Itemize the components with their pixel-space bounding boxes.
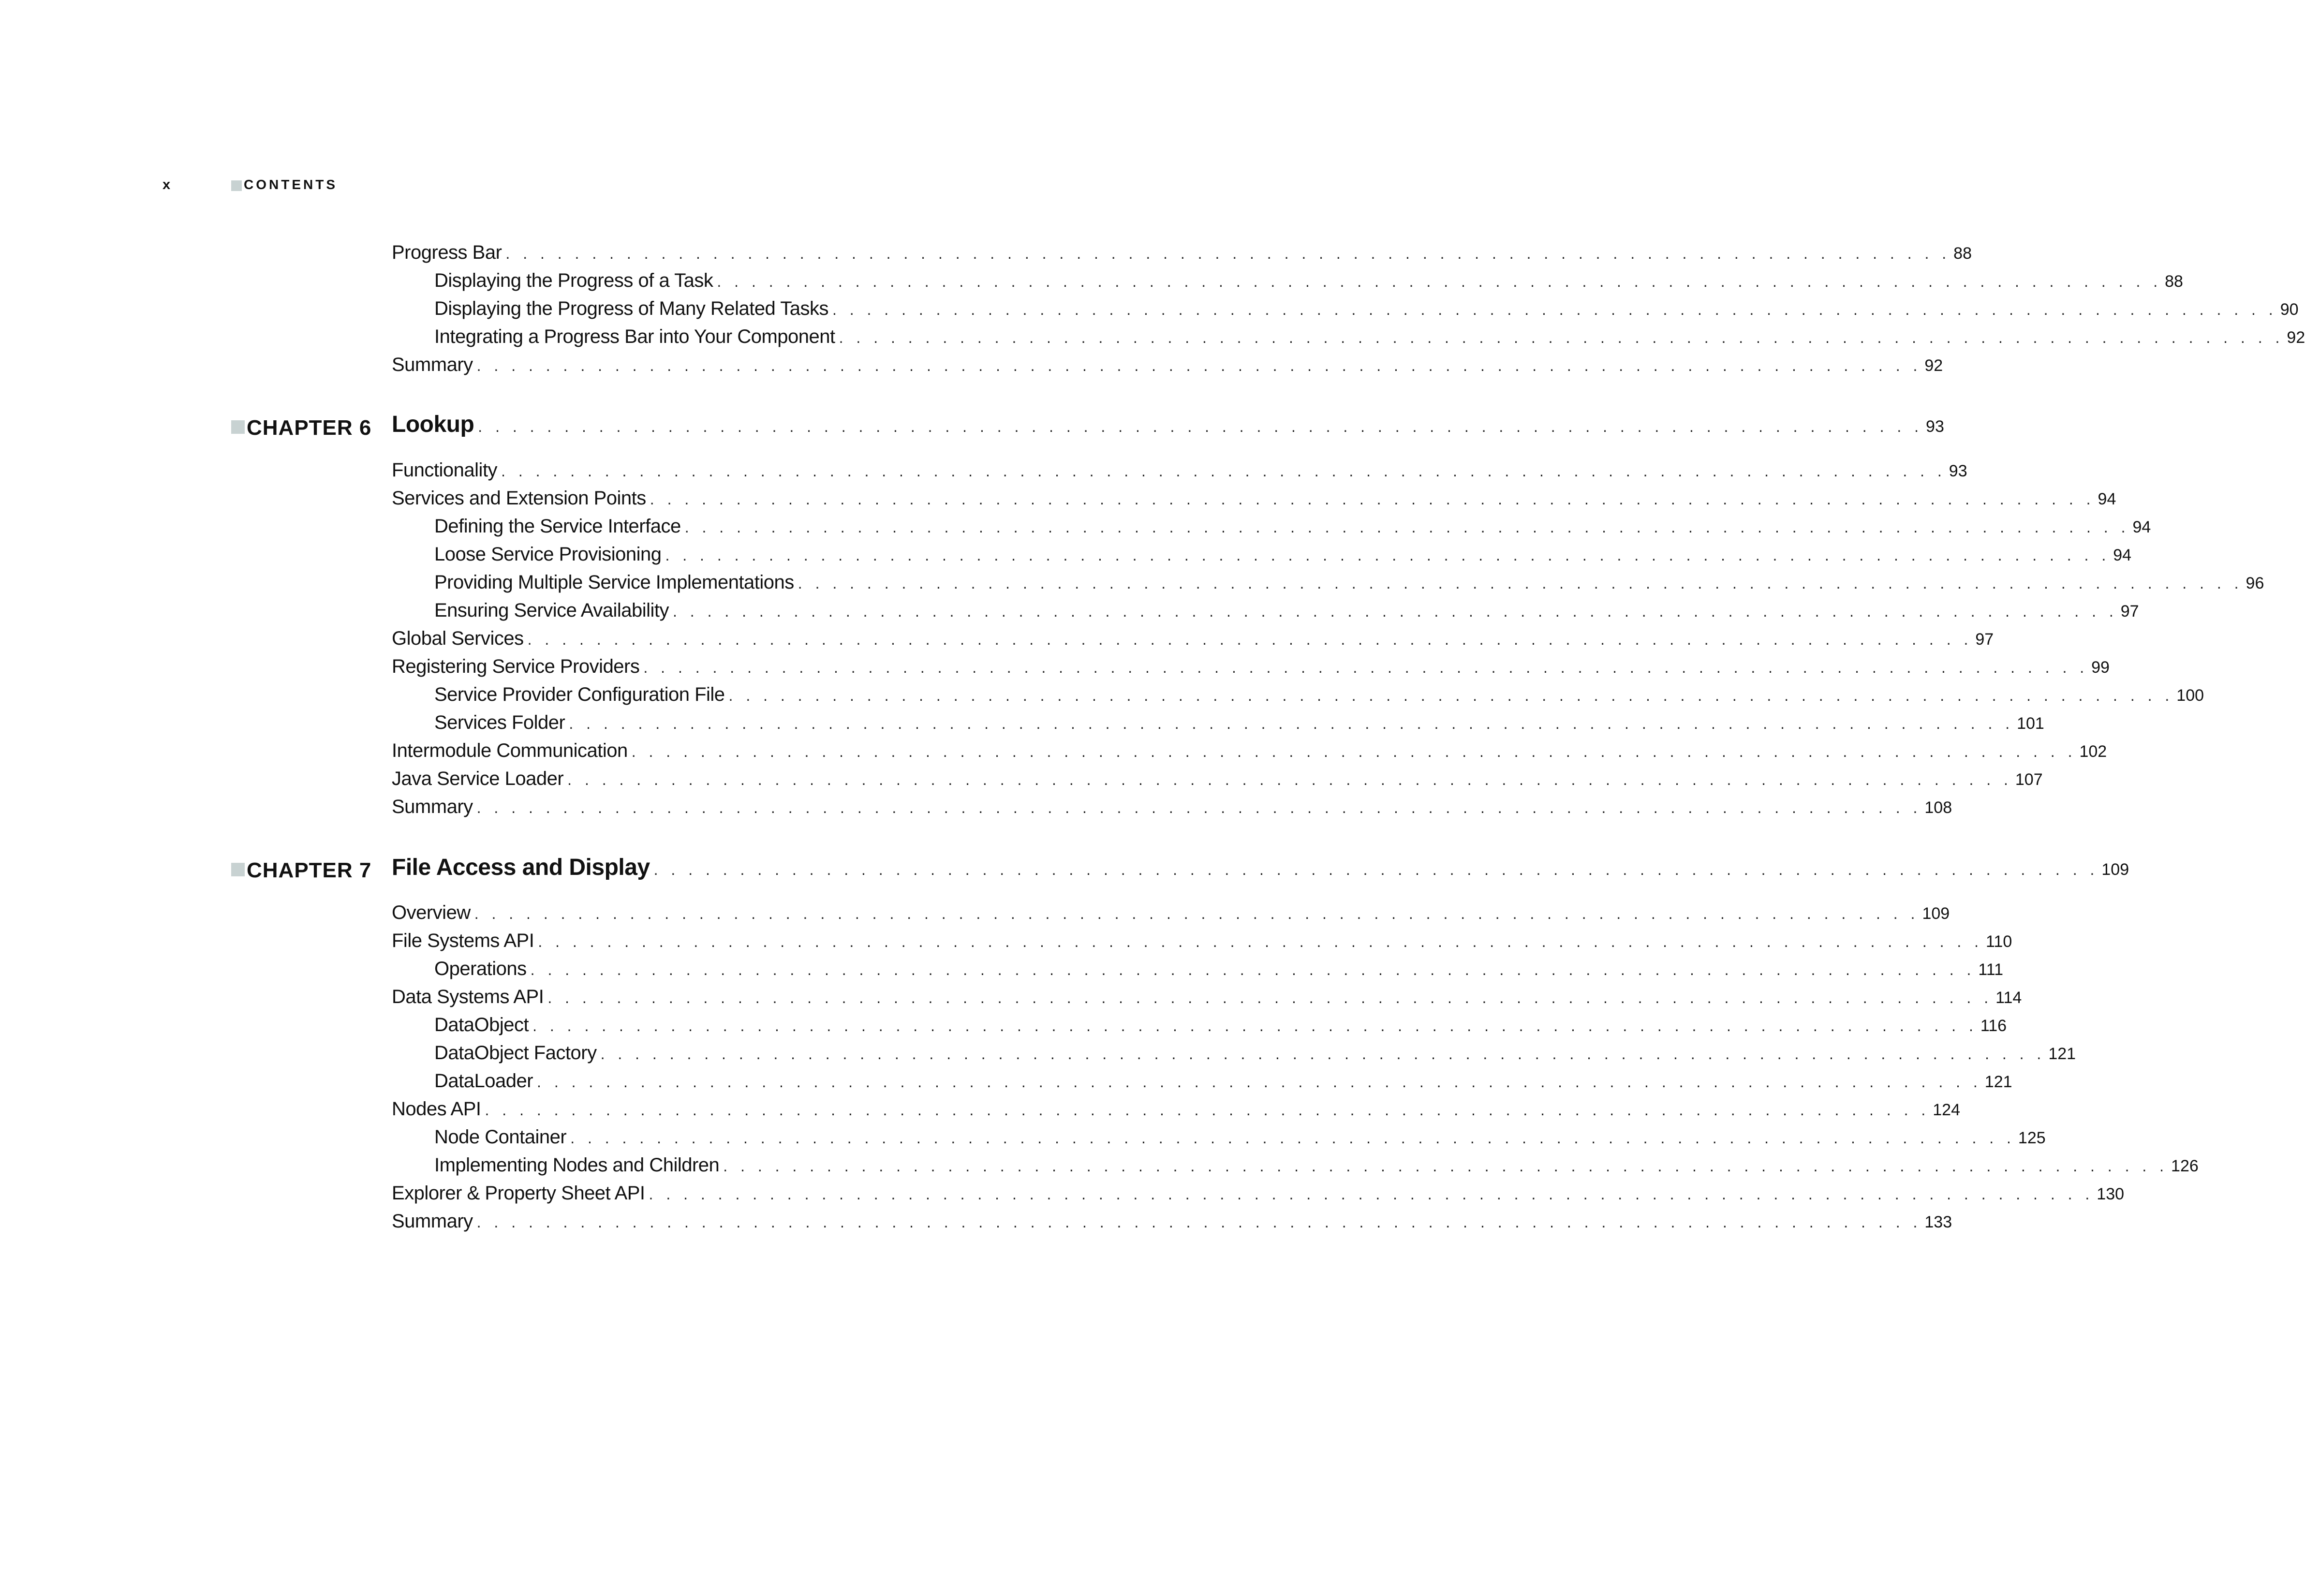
toc-entry-title: Displaying the Progress of Many Related Tasks: [434, 298, 828, 319]
toc-entry-title: Ensuring Service Availability: [434, 600, 669, 621]
dot-leader: . . . . . . . . . . . . . . . . . . . . . . . . . . . . . . . . . . . . . . . . . . . . . . . . . . . . . . . . . . . . . . . . . . . . . . . . . . . . . . . . . . . .: [476, 1213, 1922, 1231]
toc-entry-title: Data Systems API: [392, 986, 544, 1007]
toc-entry-title: Operations: [434, 958, 527, 979]
toc-entry-page: 108: [1924, 798, 1952, 817]
toc-subentry[interactable]: [434, 958, 2004, 980]
dot-leader: . . . . . . . . . . . . . . . . . . . . . . . . . . . . . . . . . . . . . . . . . . . . . . . . . . . . . . . . . . . . . . . . . . . . . . . . . . . . . . . . . . . .: [478, 418, 1923, 435]
toc-entry-title: Java Service Loader: [392, 768, 564, 789]
dot-leader: . . . . . . . . . . . . . . . . . . . . . . . . . . . . . . . . . . . . . . . . . . . . . . . . . . . . . . . . . . . . . . . . . . . . . . . . . . . . . . . . . . . .: [649, 1185, 2094, 1203]
toc-entry-title: DataObject: [434, 1014, 529, 1035]
toc-entry-title: Integrating a Progress Bar into Your Component: [434, 326, 835, 347]
toc-entry-page: 126: [2171, 1157, 2199, 1175]
toc-entry-page: 101: [2017, 714, 2044, 733]
toc-entry-page: 125: [2018, 1129, 2046, 1147]
toc-entry-page: 109: [2101, 860, 2129, 879]
toc-entry-title: Progress Bar: [392, 242, 502, 263]
page-number: x: [163, 177, 171, 192]
running-head: [0, 177, 1233, 196]
toc-entry[interactable]: [392, 459, 1967, 481]
toc-entry-title: File Systems API: [392, 930, 534, 951]
dot-leader: . . . . . . . . . . . . . . . . . . . . . . . . . . . . . . . . . . . . . . . . . . . . . . . . . . . . . . . . . . . . . . . . . . . . . . . . . . . . . . . . . . . .: [567, 771, 2012, 788]
dot-leader: . . . . . . . . . . . . . . . . . . . . . . . . . . . . . . . . . . . . . . . . . . . . . . . . . . . . . . . . . . . . . . . . . . . . . . . . . . . . . . . . . . . .: [537, 1073, 1982, 1091]
toc-entry-page: 94: [2098, 490, 2116, 508]
dot-leader: . . . . . . . . . . . . . . . . . . . . . . . . . . . . . . . . . . . . . . . . . . . . . . . . . . . . . . . . . . . . . . . . . . . . . . . . . . . . . . . . . . . .: [476, 357, 1922, 374]
toc-entry-title: DataObject Factory: [434, 1042, 597, 1064]
chapter-6-title[interactable]: [392, 411, 1944, 438]
dot-leader: . . . . . . . . . . . . . . . . . . . . . . . . . . . . . . . . . . . . . . . . . . . . . . . . . . . . . . . . . . . . . . . . . . . . . . . . . . . . . . . . . . . .: [665, 547, 2111, 564]
toc-entry[interactable]: [392, 1098, 1960, 1120]
dot-leader: . . . . . . . . . . . . . . . . . . . . . . . . . . . . . . . . . . . . . . . . . . . . . . . . . . . . . . . . . . . . . . . . . . . . . . . . . . . . . . . . . . . .: [527, 631, 1973, 648]
dot-leader: . . . . . . . . . . . . . . . . . . . . . . . . . . . . . . . . . . . . . . . . . . . . . . . . . . . . . . . . . . . . . . . . . . . . . . . . . . . . . . . . . . . .: [798, 575, 2243, 592]
toc-subentry[interactable]: [434, 544, 2132, 565]
chapter-7-title[interactable]: [392, 854, 2129, 881]
toc-entry-page: 133: [1924, 1213, 1952, 1231]
dot-leader: . . . . . . . . . . . . . . . . . . . . . . . . . . . . . . . . . . . . . . . . . . . . . . . . . . . . . . . . . . . . . . . . . . . . . . . . . . . . . . . . . . . .: [717, 273, 2162, 290]
toc-entry-page: 94: [2132, 518, 2151, 536]
toc-entry[interactable]: [392, 488, 2116, 509]
toc-entry[interactable]: [392, 796, 1952, 818]
section-marker-icon: [231, 863, 245, 876]
running-head-label: [231, 177, 338, 192]
toc-entry-page: 130: [2097, 1185, 2125, 1203]
dot-leader: . . . . . . . . . . . . . . . . . . . . . . . . . . . . . . . . . . . . . . . . . . . . . . . . . . . . . . . . . . . . . . . . . . . . . . . . . . . . . . . . . . . .: [569, 715, 2014, 732]
chapter-7-label: [231, 858, 371, 883]
dot-leader: . . . . . . . . . . . . . . . . . . . . . . . . . . . . . . . . . . . . . . . . . . . . . . . . . . . . . . . . . . . . . . . . . . . . . . . . . . . . . . . . . . . .: [643, 659, 2089, 676]
toc-entry-title: Summary: [392, 1211, 473, 1232]
toc-entry-page: 93: [1949, 462, 1967, 480]
toc-entry[interactable]: [392, 986, 2022, 1008]
toc-entry-title: Summary: [392, 796, 473, 817]
toc-entry-title: Summary: [392, 354, 473, 375]
toc-entry-title: Services Folder: [434, 712, 565, 733]
section-marker-icon: [231, 420, 245, 434]
dot-leader: . . . . . . . . . . . . . . . . . . . . . . . . . . . . . . . . . . . . . . . . . . . . . . . . . . . . . . . . . . . . . . . . . . . . . . . . . . . . . . . . . . . .: [485, 1101, 1930, 1119]
toc-entry-page: 109: [1922, 904, 1950, 923]
toc-subentry[interactable]: [434, 1126, 2046, 1148]
toc-entry-title: Services and Extension Points: [392, 488, 646, 509]
toc-subentry[interactable]: [434, 1070, 2012, 1092]
toc-entry[interactable]: [392, 902, 1950, 924]
toc-entry-page: 116: [1980, 1017, 2007, 1035]
toc-entry-page: 121: [2048, 1045, 2076, 1063]
toc-entry-page: 93: [1926, 417, 1944, 436]
toc-subentry[interactable]: [434, 600, 2139, 621]
dot-leader: . . . . . . . . . . . . . . . . . . . . . . . . . . . . . . . . . . . . . . . . . . . . . . . . . . . . . . . . . . . . . . . . . . . . . . . . . . . . . . . . . . . .: [476, 799, 1922, 816]
toc-entry-title: Loose Service Provisioning: [434, 544, 662, 565]
dot-leader: . . . . . . . . . . . . . . . . . . . . . . . . . . . . . . . . . . . . . . . . . . . . . . . . . . . . . . . . . . . . . . . . . . . . . . . . . . . . . . . . . . . .: [631, 743, 2077, 760]
dot-leader: . . . . . . . . . . . . . . . . . . . . . . . . . . . . . . . . . . . . . . . . . . . . . . . . . . . . . . . . . . . . . . . . . . . . . . . . . . . . . . . . . . . .: [728, 687, 2174, 704]
toc-entry-page: 88: [2165, 272, 2183, 291]
chapter-label-text: CHAPTER 7: [247, 858, 372, 882]
toc-entry-page: 94: [2113, 546, 2132, 564]
toc-entry-page: 107: [2015, 770, 2043, 789]
dot-leader: . . . . . . . . . . . . . . . . . . . . . . . . . . . . . . . . . . . . . . . . . . . . . . . . . . . . . . . . . . . . . . . . . . . . . . . . . . . . . . . . . . . .: [673, 603, 2118, 620]
toc-entry-page: 114: [1995, 989, 2022, 1007]
dot-leader: . . . . . . . . . . . . . . . . . . . . . . . . . . . . . . . . . . . . . . . . . . . . . . . . . . . . . . . . . . . . . . . . . . . . . . . . . . . . . . . . . . . .: [474, 905, 1920, 922]
toc-subentry[interactable]: [434, 684, 2204, 706]
dot-leader: . . . . . . . . . . . . . . . . . . . . . . . . . . . . . . . . . . . . . . . . . . . . . . . . . . . . . . . . . . . . . . . . . . . . . . . . . . . . . . . . . . . .: [832, 301, 2277, 318]
toc-subentry[interactable]: [434, 712, 2044, 734]
toc-subentry[interactable]: [434, 1042, 2076, 1064]
chapter-title-text: File Access and Display: [392, 855, 650, 880]
toc-entry-title: Service Provider Configuration File: [434, 684, 725, 705]
toc-entry[interactable]: [392, 656, 2110, 678]
chapter-title-text: Lookup: [392, 412, 474, 437]
toc-entry-page: 121: [1984, 1073, 2012, 1091]
toc-entry-title: Nodes API: [392, 1098, 481, 1120]
toc-entry[interactable]: [392, 768, 2043, 790]
toc-entry[interactable]: [392, 1211, 1952, 1232]
toc-entry-title: Overview: [392, 902, 471, 923]
toc-entry[interactable]: [392, 1182, 2125, 1204]
toc-entry-page: 111: [1978, 961, 2004, 979]
toc-entry-title: Registering Service Providers: [392, 656, 640, 677]
toc-entry[interactable]: [392, 930, 2012, 952]
toc-entry[interactable]: [392, 740, 2107, 762]
toc-entry-page: 96: [2246, 574, 2264, 592]
toc-subentry[interactable]: [434, 270, 2183, 292]
toc-entry-title: DataLoader: [434, 1070, 533, 1092]
toc-entry-page: 92: [1924, 356, 1943, 375]
dot-leader: . . . . . . . . . . . . . . . . . . . . . . . . . . . . . . . . . . . . . . . . . . . . . . . . . . . . . . . . . . . . . . . . . . . . . . . . . . . . . . . . . . . .: [650, 490, 2095, 508]
toc-entry-title: Implementing Nodes and Children: [434, 1154, 720, 1176]
dot-leader: . . . . . . . . . . . . . . . . . . . . . . . . . . . . . . . . . . . . . . . . . . . . . . . . . . . . . . . . . . . . . . . . . . . . . . . . . . . . . . . . . . . .: [501, 462, 1946, 480]
toc-entry-page: 92: [2287, 328, 2305, 347]
dot-leader: . . . . . . . . . . . . . . . . . . . . . . . . . . . . . . . . . . . . . . . . . . . . . . . . . . . . . . . . . . . . . . . . . . . . . . . . . . . . . . . . . . . .: [547, 989, 1993, 1006]
toc-subentry[interactable]: [434, 1154, 2199, 1176]
toc-subentry[interactable]: [434, 326, 2305, 348]
toc-entry-title: Explorer & Property Sheet API: [392, 1182, 645, 1204]
toc-entry-page: 110: [1986, 932, 2012, 951]
dot-leader: . . . . . . . . . . . . . . . . . . . . . . . . . . . . . . . . . . . . . . . . . . . . . . . . . . . . . . . . . . . . . . . . . . . . . . . . . . . . . . . . . . . .: [530, 961, 1976, 978]
toc-entry-page: 99: [2091, 658, 2110, 677]
toc-subentry[interactable]: [434, 298, 2299, 320]
toc-entry-page: 88: [1953, 244, 1972, 263]
chapter-label-text: CHAPTER 6: [247, 416, 372, 440]
toc-entry-page: 100: [2176, 686, 2204, 705]
dot-leader: . . . . . . . . . . . . . . . . . . . . . . . . . . . . . . . . . . . . . . . . . . . . . . . . . . . . . . . . . . . . . . . . . . . . . . . . . . . . . . . . . . . .: [570, 1129, 2015, 1147]
dot-leader: . . . . . . . . . . . . . . . . . . . . . . . . . . . . . . . . . . . . . . . . . . . . . . . . . . . . . . . . . . . . . . . . . . . . . . . . . . . . . . . . . . . .: [653, 861, 2099, 878]
chapter-6-label: [231, 416, 371, 440]
toc-subentry[interactable]: [434, 1014, 2007, 1036]
toc-entry-title: Defining the Service Interface: [434, 516, 681, 537]
toc-entry[interactable]: [392, 628, 1994, 650]
toc-entry-title: Providing Multiple Service Implementations: [434, 572, 794, 593]
toc-entry-title: Node Container: [434, 1126, 567, 1148]
dot-leader: . . . . . . . . . . . . . . . . . . . . . . . . . . . . . . . . . . . . . . . . . . . . . . . . . . . . . . . . . . . . . . . . . . . . . . . . . . . . . . . . . . . .: [723, 1157, 2169, 1175]
dot-leader: . . . . . . . . . . . . . . . . . . . . . . . . . . . . . . . . . . . . . . . . . . . . . . . . . . . . . . . . . . . . . . . . . . . . . . . . . . . . . . . . . . . .: [839, 329, 2284, 346]
toc-entry-page: 124: [1933, 1101, 1960, 1119]
dot-leader: . . . . . . . . . . . . . . . . . . . . . . . . . . . . . . . . . . . . . . . . . . . . . . . . . . . . . . . . . . . . . . . . . . . . . . . . . . . . . . . . . . . .: [505, 245, 1951, 262]
toc-entry[interactable]: [392, 242, 1972, 264]
toc-entry-page: 90: [2280, 300, 2299, 319]
dot-leader: . . . . . . . . . . . . . . . . . . . . . . . . . . . . . . . . . . . . . . . . . . . . . . . . . . . . . . . . . . . . . . . . . . . . . . . . . . . . . . . . . . . .: [684, 518, 2130, 536]
toc-entry-page: 102: [2079, 742, 2107, 761]
toc-entry-title: Displaying the Progress of a Task: [434, 270, 713, 291]
running-head-text: CONTENTS: [244, 177, 338, 192]
toc-entry-title: Intermodule Communication: [392, 740, 628, 761]
toc-entry-title: Functionality: [392, 459, 498, 481]
toc-subentry[interactable]: [434, 516, 2151, 537]
dot-leader: . . . . . . . . . . . . . . . . . . . . . . . . . . . . . . . . . . . . . . . . . . . . . . . . . . . . . . . . . . . . . . . . . . . . . . . . . . . . . . . . . . . .: [532, 1017, 1978, 1034]
toc-entry-title: Global Services: [392, 628, 524, 649]
section-marker-icon: [231, 180, 242, 191]
toc-subentry[interactable]: [434, 572, 2264, 593]
toc-entry[interactable]: [392, 354, 1943, 376]
toc-entry-page: 97: [1975, 630, 1994, 649]
dot-leader: . . . . . . . . . . . . . . . . . . . . . . . . . . . . . . . . . . . . . . . . . . . . . . . . . . . . . . . . . . . . . . . . . . . . . . . . . . . . . . . . . . . .: [538, 933, 1983, 950]
dot-leader: . . . . . . . . . . . . . . . . . . . . . . . . . . . . . . . . . . . . . . . . . . . . . . . . . . . . . . . . . . . . . . . . . . . . . . . . . . . . . . . . . . . .: [600, 1045, 2046, 1063]
toc-entry-page: 97: [2120, 602, 2139, 621]
